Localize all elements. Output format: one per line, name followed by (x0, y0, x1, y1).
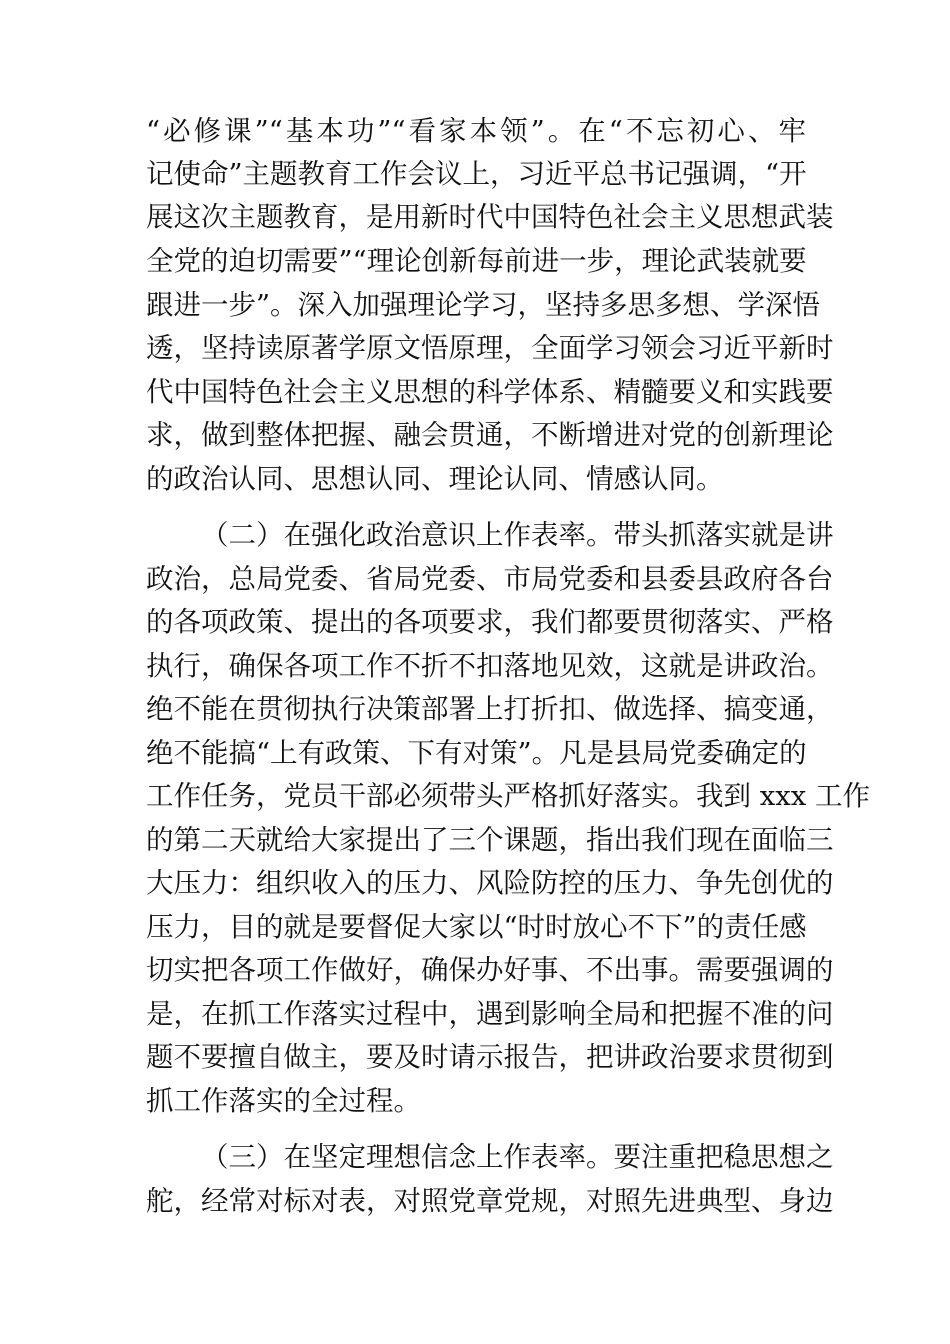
p2-line-4: 执行，确保各项工作不折不扣落地见效，这就是讲政治。 (146, 650, 834, 682)
p3-line-1: （三）在坚定理想信念上作表率。要注重把稳思想之 (201, 1141, 834, 1173)
p2-line-12: 是，在抓工作落实过程中，遇到影响全局和把握不准的问 (146, 998, 834, 1030)
p1-line-4: 全党的迫切需要”“理论创新每前进一步，理论武装就要 (146, 245, 807, 277)
p1-line-5: 跟进一步”。深入加强理论学习，坚持多思多想、学深悟 (146, 289, 821, 321)
p2-line-1: （二）在强化政治意识上作表率。带头抓落实就是讲 (201, 519, 834, 551)
p3-line-2: 舵，经常对标对表，对照党章党规，对照先进典型、身边 (146, 1185, 834, 1217)
p1-line-2: 记使命”主题教育工作会议上，习近平总书记强调，“开 (146, 158, 807, 190)
p1-line-6: 透，坚持读原著学原文悟原理，全面学习领会习近平新时 (146, 332, 834, 364)
p1-line-1: “必修课”“基本功”“看家本领”。在“不忘初心、牢 (146, 115, 806, 147)
p2-line-2: 政治，总局党委、省局党委、市局党委和县委县政府各台 (146, 563, 834, 595)
p2-line-9: 大压力：组织收入的压力、风险防控的压力、争先创优的 (146, 867, 834, 899)
p1-line-9: 的政治认同、思想认同、理论认同、情感认同。 (146, 463, 724, 495)
p2-line-10: 压力，目的就是要督促大家以“时时放心不下”的责任感 (146, 911, 807, 943)
p1-line-7: 代中国特色社会主义思想的科学体系、精髓要义和实践要 (146, 376, 834, 408)
p1-line-8: 求，做到整体把握、融会贯通，不断增进对党的创新理论 (146, 419, 834, 451)
p2-line-8: 的第二天就给大家提出了三个课题，指出我们现在面临三 (146, 824, 834, 856)
p2-line-3: 的各项政策、提出的各项要求，我们都要贯彻落实、严格 (146, 606, 834, 638)
p2-line-11: 切实把各项工作做好，确保办好事、不出事。需要强调的 (146, 954, 834, 986)
p1-line-3: 展这次主题教育，是用新时代中国特色社会主义思想武装 (146, 201, 834, 233)
p2-line-6: 绝不能搞“上有政策、下有对策”。凡是县局党委确定的 (146, 737, 807, 769)
p2-line-13: 题不要擅自做主，要及时请示报告，把讲政治要求贯彻到 (146, 1041, 834, 1073)
p2-line-5: 绝不能在贯彻执行决策部署上打折扣、做选择、搞变通， (146, 693, 834, 725)
p2-line-14: 抓工作落实的全过程。 (146, 1085, 421, 1117)
p2-line-7: 工作任务，党员干部必须带头严格抓好落实。我到 xxx 工作 (146, 780, 871, 812)
